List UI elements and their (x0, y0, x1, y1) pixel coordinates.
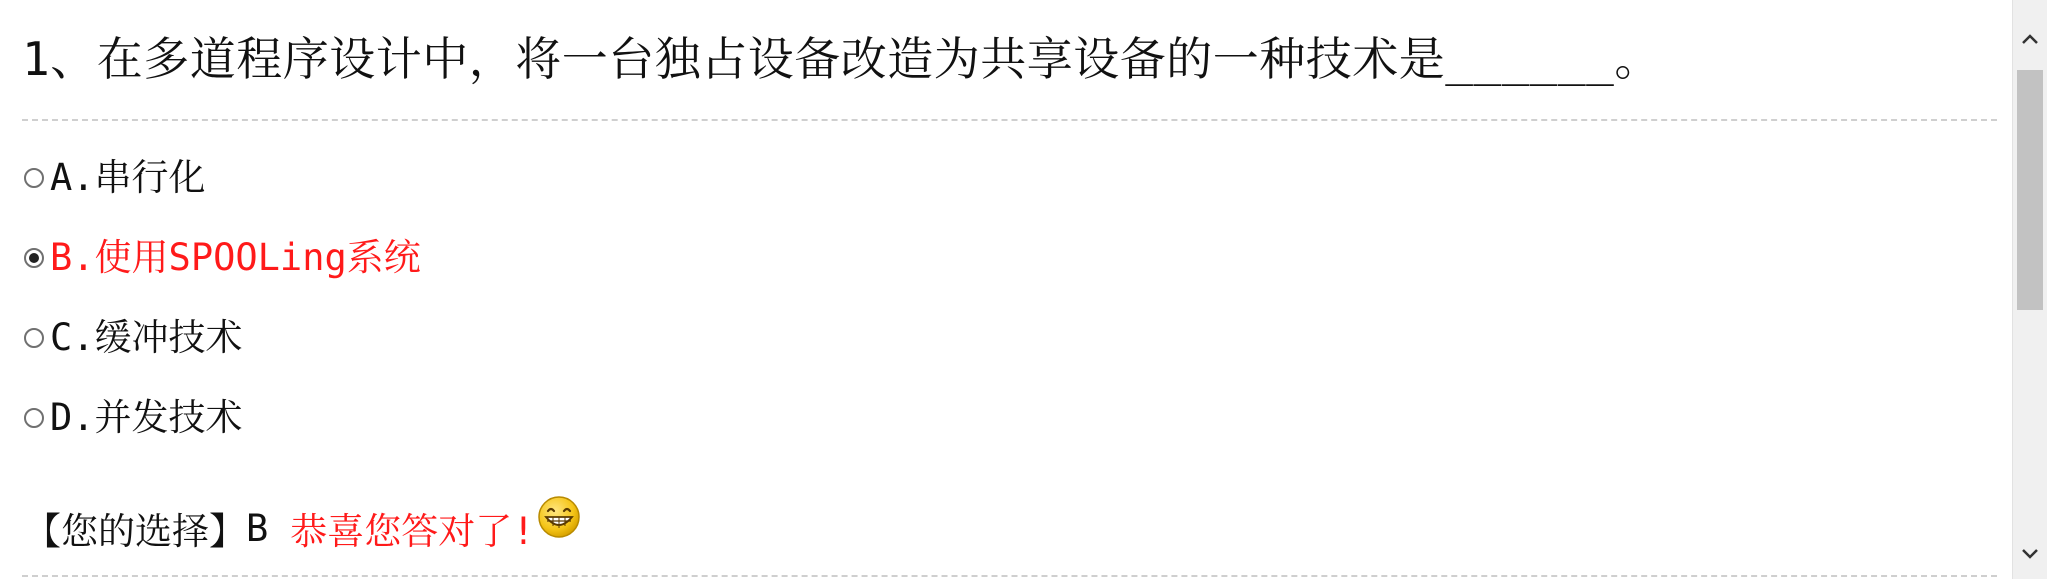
answer-result (24, 502, 581, 554)
option-c[interactable] (24, 312, 243, 364)
question-title: 1、在多道程序设计中，将一台独占设备改造为共享设备的一种技术是______。 (22, 32, 1661, 86)
correct-message: 恭喜您答对了! (290, 510, 535, 553)
radio-button-d[interactable] (24, 408, 44, 428)
option-a[interactable] (24, 152, 206, 204)
your-choice-label: 【您的选择】 (24, 510, 246, 553)
option-b[interactable] (24, 232, 421, 284)
option-b-label: B.使用SPOOLing系统 (50, 236, 421, 279)
radio-button-a[interactable] (24, 168, 44, 188)
scrollbar-thumb[interactable] (2017, 70, 2043, 310)
chevron-up-icon[interactable] (2013, 22, 2047, 56)
grinning-face-icon (537, 495, 581, 539)
radio-button-c[interactable] (24, 328, 44, 348)
option-a-label: A.串行化 (50, 156, 206, 199)
option-d[interactable] (24, 392, 243, 444)
radio-button-b[interactable] (24, 248, 44, 268)
option-d-label: D.并发技术 (50, 396, 243, 439)
bottom-divider (22, 575, 1997, 577)
your-choice-value: B (246, 506, 269, 550)
question-divider (22, 119, 1997, 121)
vertical-scrollbar[interactable] (2012, 0, 2047, 579)
chevron-down-icon[interactable] (2013, 537, 2047, 571)
option-c-label: C.缓冲技术 (50, 316, 243, 359)
